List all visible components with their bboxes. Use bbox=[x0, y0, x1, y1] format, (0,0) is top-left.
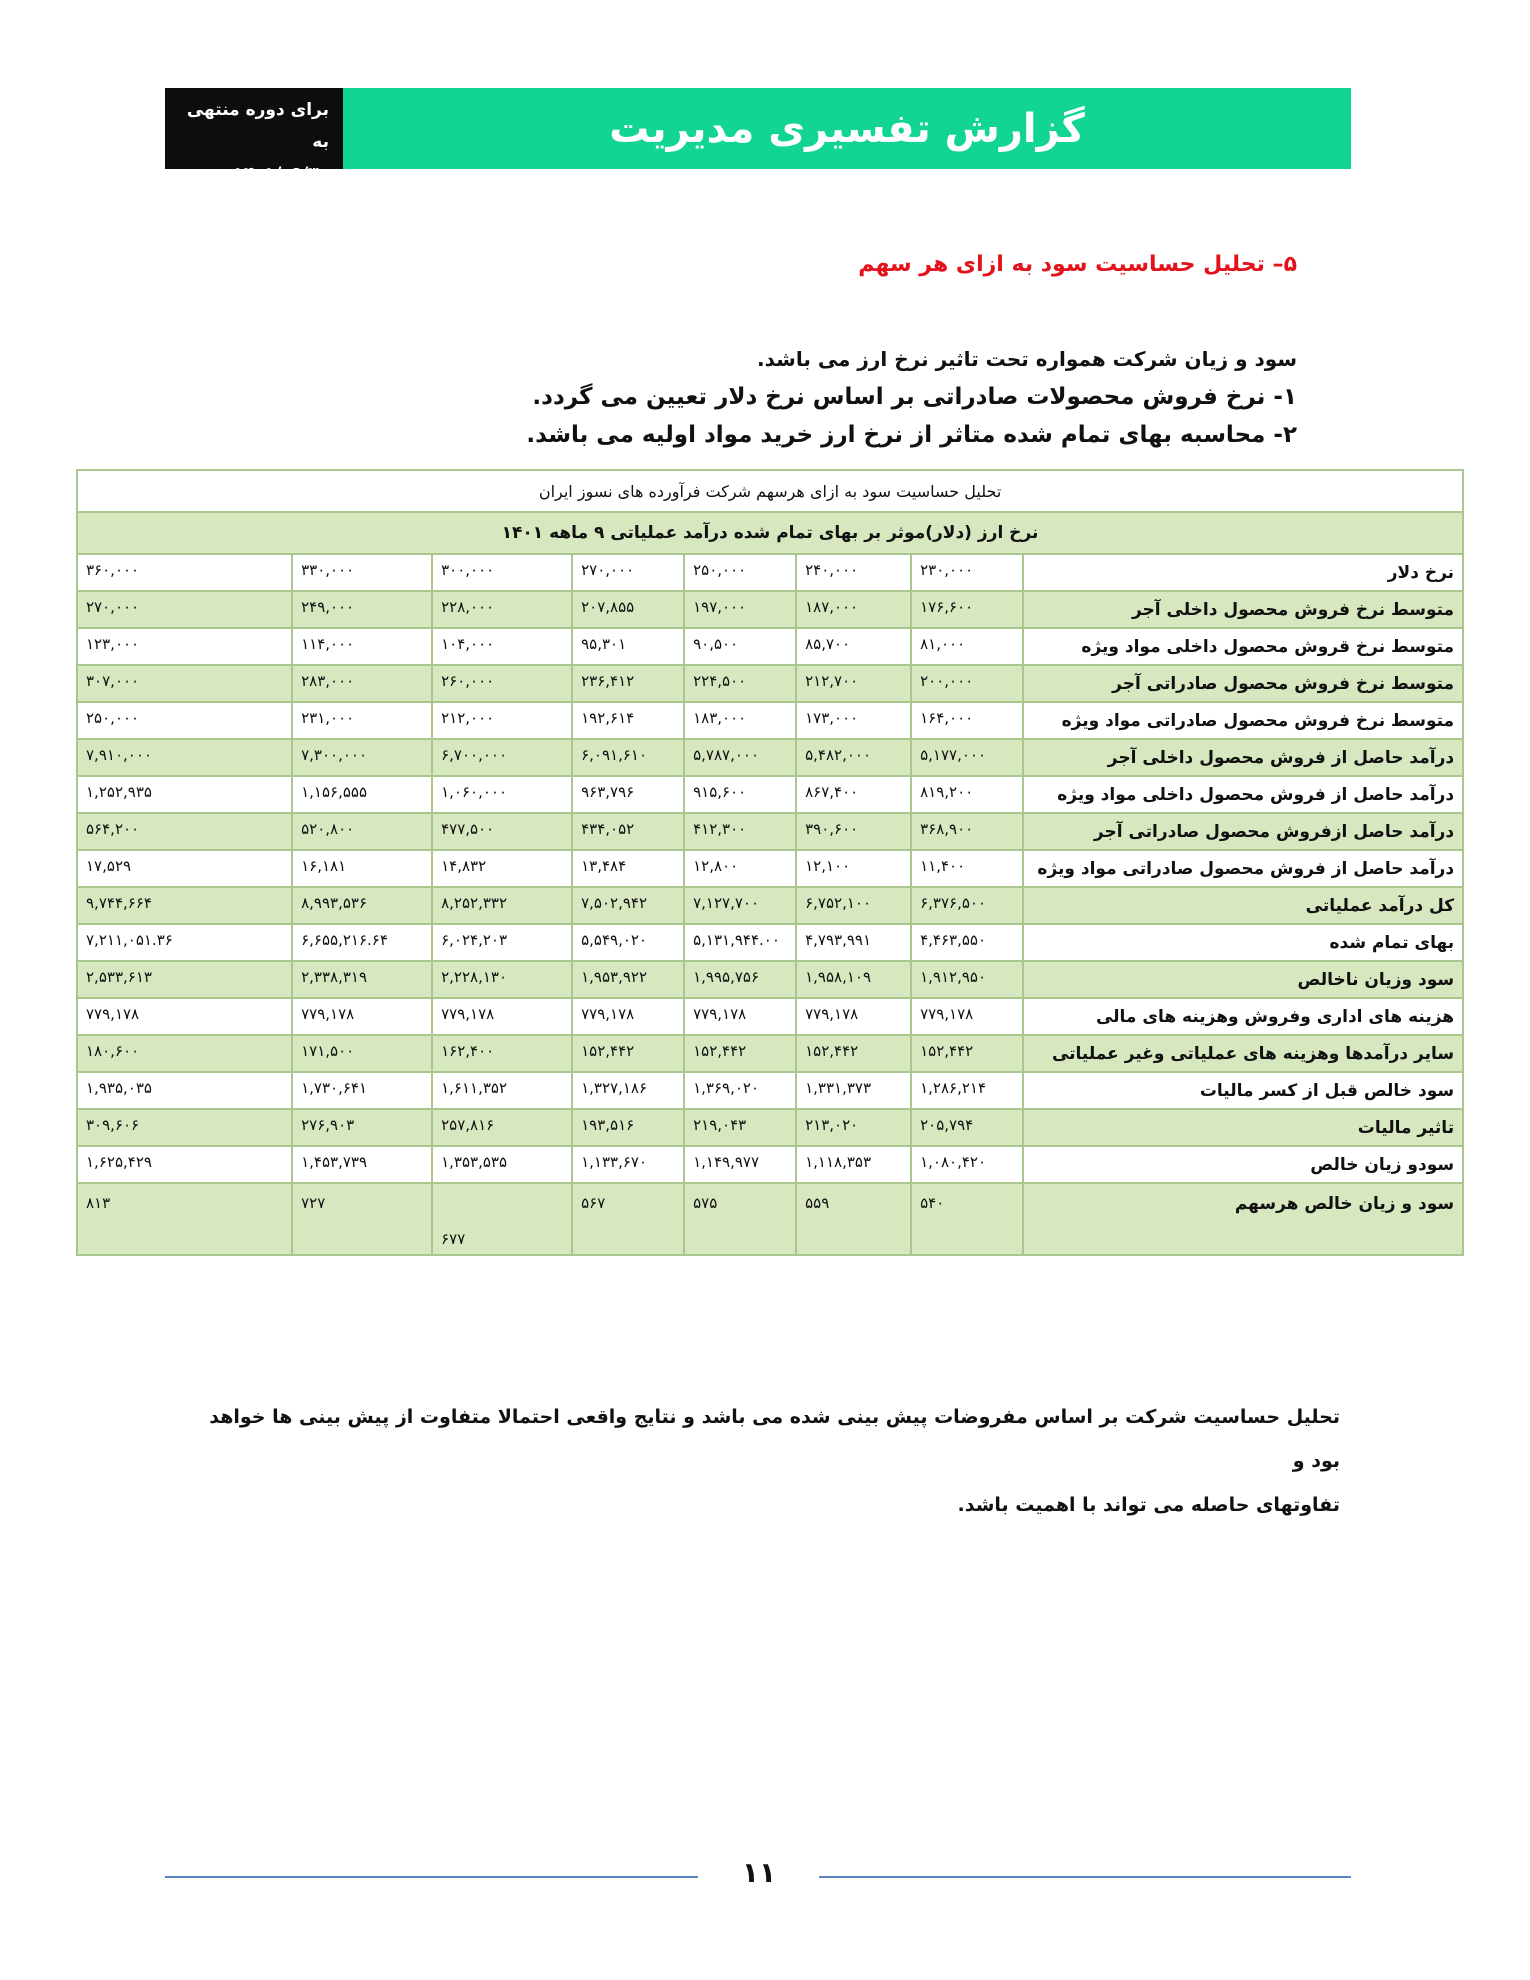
row-value: ۴۱۲,۳۰۰ bbox=[684, 813, 796, 850]
row-value: ۱,۶۱۱,۳۵۲ bbox=[432, 1072, 572, 1109]
conclusion-line-2: تفاوتهای حاصله می تواند با اهمیت باشد. bbox=[957, 1494, 1340, 1516]
row-label: درآمد حاصل از فروش محصول داخلی آجر bbox=[1023, 739, 1463, 776]
row-value: ۲۷۰,۰۰۰ bbox=[572, 554, 684, 591]
table-row bbox=[77, 739, 1463, 776]
row-label: سایر درآمدها وهزینه های عملیاتی وغیر عملیاتی bbox=[1023, 1035, 1463, 1072]
intro-line: سود و زیان شرکت همواره تحت تاثیر نرخ ارز می باشد. bbox=[757, 347, 1297, 371]
table-row bbox=[77, 702, 1463, 739]
table-row bbox=[77, 628, 1463, 665]
row-value: ۲۴۹,۰۰۰ bbox=[292, 591, 432, 628]
row-value: ۸۵,۷۰۰ bbox=[796, 628, 911, 665]
row-value: ۹۵,۳۰۱ bbox=[572, 628, 684, 665]
row-value: ۱۶۲,۴۰۰ bbox=[432, 1035, 572, 1072]
row-value: ۲۲۸,۰۰۰ bbox=[432, 591, 572, 628]
conclusion-line-1: تحلیل حساسیت شرکت بر اساس مفروضات پیش بینی شده می باشد و نتایج واقعی احتمالا متفاوت از پیش بینی ها خواهد بود و bbox=[209, 1406, 1340, 1472]
table-row bbox=[77, 924, 1463, 961]
table-row bbox=[77, 887, 1463, 924]
row-value: ۴,۴۶۳,۵۵۰ bbox=[911, 924, 1023, 961]
row-value: ۲۸۳,۰۰۰ bbox=[292, 665, 432, 702]
intro-text bbox=[297, 340, 1297, 454]
row-value: ۵,۱۳۱,۹۴۴.۰۰ bbox=[684, 924, 796, 961]
period-date: ۱۴۰۱/۰۹/۳۰ bbox=[233, 164, 329, 184]
row-value: ۲۵۰,۰۰۰ bbox=[77, 702, 292, 739]
table-row bbox=[77, 1146, 1463, 1183]
row-label: متوسط نرخ فروش محصول صادراتی آجر bbox=[1023, 665, 1463, 702]
footer-divider-right bbox=[819, 1876, 1351, 1878]
row-value: ۱,۳۲۷,۱۸۶ bbox=[572, 1072, 684, 1109]
row-value: ۸,۹۹۳,۵۳۶ bbox=[292, 887, 432, 924]
row-value: ۷,۹۱۰,۰۰۰ bbox=[77, 739, 292, 776]
table-row bbox=[77, 776, 1463, 813]
row-value: ۵۶۴,۲۰۰ bbox=[77, 813, 292, 850]
row-value: ۲۳۱,۰۰۰ bbox=[292, 702, 432, 739]
footer-divider-left bbox=[165, 1876, 698, 1878]
row-value: ۵۴۰ bbox=[911, 1183, 1023, 1255]
table-row bbox=[77, 665, 1463, 702]
table-subtitle: نرخ ارز (دلار)موثر بر بهای تمام شده درآمد عملیاتی ۹ ماهه ۱۴۰۱ bbox=[77, 512, 1463, 554]
row-value: ۱,۹۵۳,۹۲۲ bbox=[572, 961, 684, 998]
row-value: ۲۰۷,۸۵۵ bbox=[572, 591, 684, 628]
period-box bbox=[165, 88, 343, 184]
row-label: سود و زیان خالص هرسهم bbox=[1023, 1183, 1463, 1255]
row-value: ۱۵۲,۴۴۲ bbox=[796, 1035, 911, 1072]
table-row bbox=[77, 591, 1463, 628]
table-row bbox=[77, 961, 1463, 998]
row-value: ۱,۴۵۳,۷۳۹ bbox=[292, 1146, 432, 1183]
row-value: ۱۴,۸۳۲ bbox=[432, 850, 572, 887]
row-value: ۵,۷۸۷,۰۰۰ bbox=[684, 739, 796, 776]
row-value: ۱,۳۶۹,۰۲۰ bbox=[684, 1072, 796, 1109]
sensitivity-table-wrap bbox=[76, 469, 1462, 1256]
row-value: ۷۷۹,۱۷۸ bbox=[796, 998, 911, 1035]
row-value: ۱,۷۳۰,۶۴۱ bbox=[292, 1072, 432, 1109]
table-row bbox=[77, 998, 1463, 1035]
row-value: ۶,۰۲۴,۲۰۳ bbox=[432, 924, 572, 961]
row-value: ۱,۱۵۶,۵۵۵ bbox=[292, 776, 432, 813]
header-banner bbox=[165, 88, 1351, 184]
row-value: ۹۶۳,۷۹۶ bbox=[572, 776, 684, 813]
row-value: ۹۱۵,۶۰۰ bbox=[684, 776, 796, 813]
row-value: ۱,۹۳۵,۰۳۵ bbox=[77, 1072, 292, 1109]
row-value: ۴۷۷,۵۰۰ bbox=[432, 813, 572, 850]
row-value: ۷۷۹,۱۷۸ bbox=[684, 998, 796, 1035]
row-value: ۵,۵۴۹,۰۲۰ bbox=[572, 924, 684, 961]
row-value: ۷۷۹,۱۷۸ bbox=[292, 998, 432, 1035]
row-value: ۵۲۰,۸۰۰ bbox=[292, 813, 432, 850]
row-value: ۷۷۹,۱۷۸ bbox=[911, 998, 1023, 1035]
row-value: ۳۰۰,۰۰۰ bbox=[432, 554, 572, 591]
table-row bbox=[77, 1072, 1463, 1109]
table-title: تحلیل حساسیت سود به ازای هرسهم شرکت فرآورده های نسوز ایران bbox=[77, 470, 1463, 512]
row-value: ۴,۷۹۳,۹۹۱ bbox=[796, 924, 911, 961]
row-value: ۲۱۲,۷۰۰ bbox=[796, 665, 911, 702]
row-value: ۵۷۵ bbox=[684, 1183, 796, 1255]
period-label: برای دوره منتهی به bbox=[186, 100, 329, 152]
table-row bbox=[77, 850, 1463, 887]
table-title-row bbox=[77, 470, 1463, 512]
row-value: ۷,۱۲۷,۷۰۰ bbox=[684, 887, 796, 924]
row-label: هزینه های اداری وفروش وهزینه های مالی bbox=[1023, 998, 1463, 1035]
row-value: ۸۱۳ bbox=[77, 1183, 292, 1255]
row-value: ۷,۵۰۲,۹۴۲ bbox=[572, 887, 684, 924]
row-value: ۲۱۹,۰۴۳ bbox=[684, 1109, 796, 1146]
row-value: ۱۷,۵۲۹ bbox=[77, 850, 292, 887]
row-value: ۱۹۷,۰۰۰ bbox=[684, 591, 796, 628]
row-value: ۸,۲۵۲,۳۳۲ bbox=[432, 887, 572, 924]
row-value: ۹,۷۴۴,۶۶۴ bbox=[77, 887, 292, 924]
row-label: درآمد حاصل از فروش محصول داخلی مواد ویژه bbox=[1023, 776, 1463, 813]
row-value: ۱,۲۵۲,۹۳۵ bbox=[77, 776, 292, 813]
row-value: ۱,۲۸۶,۲۱۴ bbox=[911, 1072, 1023, 1109]
row-value: ۳۰۷,۰۰۰ bbox=[77, 665, 292, 702]
row-value: ۷۲۷ bbox=[292, 1183, 432, 1255]
row-value: ۲,۵۳۳,۶۱۳ bbox=[77, 961, 292, 998]
row-value: ۲۵۷,۸۱۶ bbox=[432, 1109, 572, 1146]
page-number: ۱۱ bbox=[741, 1856, 777, 1889]
row-value: ۱۷۳,۰۰۰ bbox=[796, 702, 911, 739]
row-label: متوسط نرخ فروش محصول داخلی آجر bbox=[1023, 591, 1463, 628]
row-value: ۱۱۴,۰۰۰ bbox=[292, 628, 432, 665]
row-value: ۳۰۹,۶۰۶ bbox=[77, 1109, 292, 1146]
table-row bbox=[77, 1035, 1463, 1072]
row-value: ۱۱,۴۰۰ bbox=[911, 850, 1023, 887]
row-value: ۲۰۵,۷۹۴ bbox=[911, 1109, 1023, 1146]
row-value: ۷۷۹,۱۷۸ bbox=[77, 998, 292, 1035]
row-value: ۹۰,۵۰۰ bbox=[684, 628, 796, 665]
row-value: ۱,۳۳۱,۳۷۳ bbox=[796, 1072, 911, 1109]
row-value: ۵,۴۸۲,۰۰۰ bbox=[796, 739, 911, 776]
row-value: ۱۳,۴۸۴ bbox=[572, 850, 684, 887]
row-value: ۵۶۷ bbox=[572, 1183, 684, 1255]
row-value: ۲۴۰,۰۰۰ bbox=[796, 554, 911, 591]
row-value: ۲۶۰,۰۰۰ bbox=[432, 665, 572, 702]
row-label: نرخ دلار bbox=[1023, 554, 1463, 591]
row-value: ۱,۱۱۸,۳۵۳ bbox=[796, 1146, 911, 1183]
row-label: بهای تمام شده bbox=[1023, 924, 1463, 961]
row-value: ۱,۱۴۹,۹۷۷ bbox=[684, 1146, 796, 1183]
row-value: ۳۹۰,۶۰۰ bbox=[796, 813, 911, 850]
row-value: ۸۱,۰۰۰ bbox=[911, 628, 1023, 665]
row-value: ۲۷۰,۰۰۰ bbox=[77, 591, 292, 628]
row-value: ۲۱۳,۰۲۰ bbox=[796, 1109, 911, 1146]
table-row bbox=[77, 813, 1463, 850]
row-value: ۸۶۷,۴۰۰ bbox=[796, 776, 911, 813]
row-label: سود وزیان ناخالص bbox=[1023, 961, 1463, 998]
row-value: ۲۵۰,۰۰۰ bbox=[684, 554, 796, 591]
row-value: ۱,۹۵۸,۱۰۹ bbox=[796, 961, 911, 998]
row-label: درآمد حاصل ازفروش محصول صادراتی آجر bbox=[1023, 813, 1463, 850]
row-label: تاثیر مالیات bbox=[1023, 1109, 1463, 1146]
row-value: ۳۶۰,۰۰۰ bbox=[77, 554, 292, 591]
row-value: ۱,۱۳۳,۶۷۰ bbox=[572, 1146, 684, 1183]
conclusion-text bbox=[190, 1395, 1340, 1527]
row-value: ۱,۶۲۵,۴۲۹ bbox=[77, 1146, 292, 1183]
row-value: ۱۹۳,۵۱۶ bbox=[572, 1109, 684, 1146]
row-value: ۷,۳۰۰,۰۰۰ bbox=[292, 739, 432, 776]
row-value: ۷۷۹,۱۷۸ bbox=[572, 998, 684, 1035]
table-subtitle-row bbox=[77, 512, 1463, 554]
row-value: ۱۰۴,۰۰۰ bbox=[432, 628, 572, 665]
row-value: ۲۲۴,۵۰۰ bbox=[684, 665, 796, 702]
row-value: ۱۵۲,۴۴۲ bbox=[911, 1035, 1023, 1072]
row-value: ۲,۳۳۸,۳۱۹ bbox=[292, 961, 432, 998]
row-value: ۱۷۶,۶۰۰ bbox=[911, 591, 1023, 628]
table-row bbox=[77, 554, 1463, 591]
row-value: ۷,۲۱۱,۰۵۱.۳۶ bbox=[77, 924, 292, 961]
row-value: ۱,۳۵۳,۵۳۵ bbox=[432, 1146, 572, 1183]
row-value: ۶,۳۷۶,۵۰۰ bbox=[911, 887, 1023, 924]
row-value: ۷۷۹,۱۷۸ bbox=[432, 998, 572, 1035]
row-value: ۵۵۹ bbox=[796, 1183, 911, 1255]
row-value: ۱۵۲,۴۴۲ bbox=[684, 1035, 796, 1072]
row-value: ۱۸۷,۰۰۰ bbox=[796, 591, 911, 628]
row-value: ۱,۰۶۰,۰۰۰ bbox=[432, 776, 572, 813]
row-value: ۱,۹۱۲,۹۵۰ bbox=[911, 961, 1023, 998]
row-value: ۱۸۰,۶۰۰ bbox=[77, 1035, 292, 1072]
row-value: ۱۶,۱۸۱ bbox=[292, 850, 432, 887]
row-value: ۴۳۴,۰۵۲ bbox=[572, 813, 684, 850]
row-value: ۲,۲۲۸,۱۳۰ bbox=[432, 961, 572, 998]
row-value: ۳۳۰,۰۰۰ bbox=[292, 554, 432, 591]
row-value: ۳۶۸,۹۰۰ bbox=[911, 813, 1023, 850]
row-label: کل درآمد عملیاتی bbox=[1023, 887, 1463, 924]
row-label: درآمد حاصل از فروش محصول صادراتی مواد ویژه bbox=[1023, 850, 1463, 887]
row-value: ۱۲۳,۰۰۰ bbox=[77, 628, 292, 665]
row-value: ۱۶۴,۰۰۰ bbox=[911, 702, 1023, 739]
row-value: ۲۳۶,۴۱۲ bbox=[572, 665, 684, 702]
row-value: ۱,۰۸۰,۴۲۰ bbox=[911, 1146, 1023, 1183]
row-value: ۲۷۶,۹۰۳ bbox=[292, 1109, 432, 1146]
table-row bbox=[77, 1183, 1463, 1255]
row-value: ۱۲,۱۰۰ bbox=[796, 850, 911, 887]
row-value: ۶,۷۰۰,۰۰۰ bbox=[432, 739, 572, 776]
row-value: ۲۱۲,۰۰۰ bbox=[432, 702, 572, 739]
row-label: متوسط نرخ فروش محصول صادراتی مواد ویژه bbox=[1023, 702, 1463, 739]
row-label: سودو زیان خالص bbox=[1023, 1146, 1463, 1183]
intro-item-1: ۱- نرخ فروش محصولات صادراتی بر اساس نرخ دلار تعیین می گردد. bbox=[532, 384, 1297, 410]
row-value: ۶,۰۹۱,۶۱۰ bbox=[572, 739, 684, 776]
row-value: ۶,۷۵۲,۱۰۰ bbox=[796, 887, 911, 924]
row-value: ۱۹۲,۶۱۴ bbox=[572, 702, 684, 739]
row-value: ۱۷۱,۵۰۰ bbox=[292, 1035, 432, 1072]
intro-item-2: ۲- محاسبه بهای تمام شده متاثر از نرخ ارز خرید مواد اولیه می باشد. bbox=[526, 422, 1297, 448]
row-value: ۵,۱۷۷,۰۰۰ bbox=[911, 739, 1023, 776]
row-label: سود خالص قبل از کسر مالیات bbox=[1023, 1072, 1463, 1109]
table-row bbox=[77, 1109, 1463, 1146]
sensitivity-table bbox=[76, 469, 1464, 1256]
section-heading: ۵– تحلیل حساسیت سود به ازای هر سهم bbox=[858, 252, 1297, 277]
row-value: ۱۲,۸۰۰ bbox=[684, 850, 796, 887]
row-value: ۱۵۲,۴۴۲ bbox=[572, 1035, 684, 1072]
row-value: ۲۳۰,۰۰۰ bbox=[911, 554, 1023, 591]
row-value: ۸۱۹,۲۰۰ bbox=[911, 776, 1023, 813]
row-label: متوسط نرخ قروش محصول داخلی مواد ویژه bbox=[1023, 628, 1463, 665]
row-value: ۶۷۷ bbox=[432, 1183, 572, 1255]
row-value: ۱۸۳,۰۰۰ bbox=[684, 702, 796, 739]
row-value: ۱,۹۹۵,۷۵۶ bbox=[684, 961, 796, 998]
row-value: ۲۰۰,۰۰۰ bbox=[911, 665, 1023, 702]
report-title: گزارش تفسیری مدیریت bbox=[343, 88, 1351, 169]
row-value: ۶,۶۵۵,۲۱۶.۶۴ bbox=[292, 924, 432, 961]
